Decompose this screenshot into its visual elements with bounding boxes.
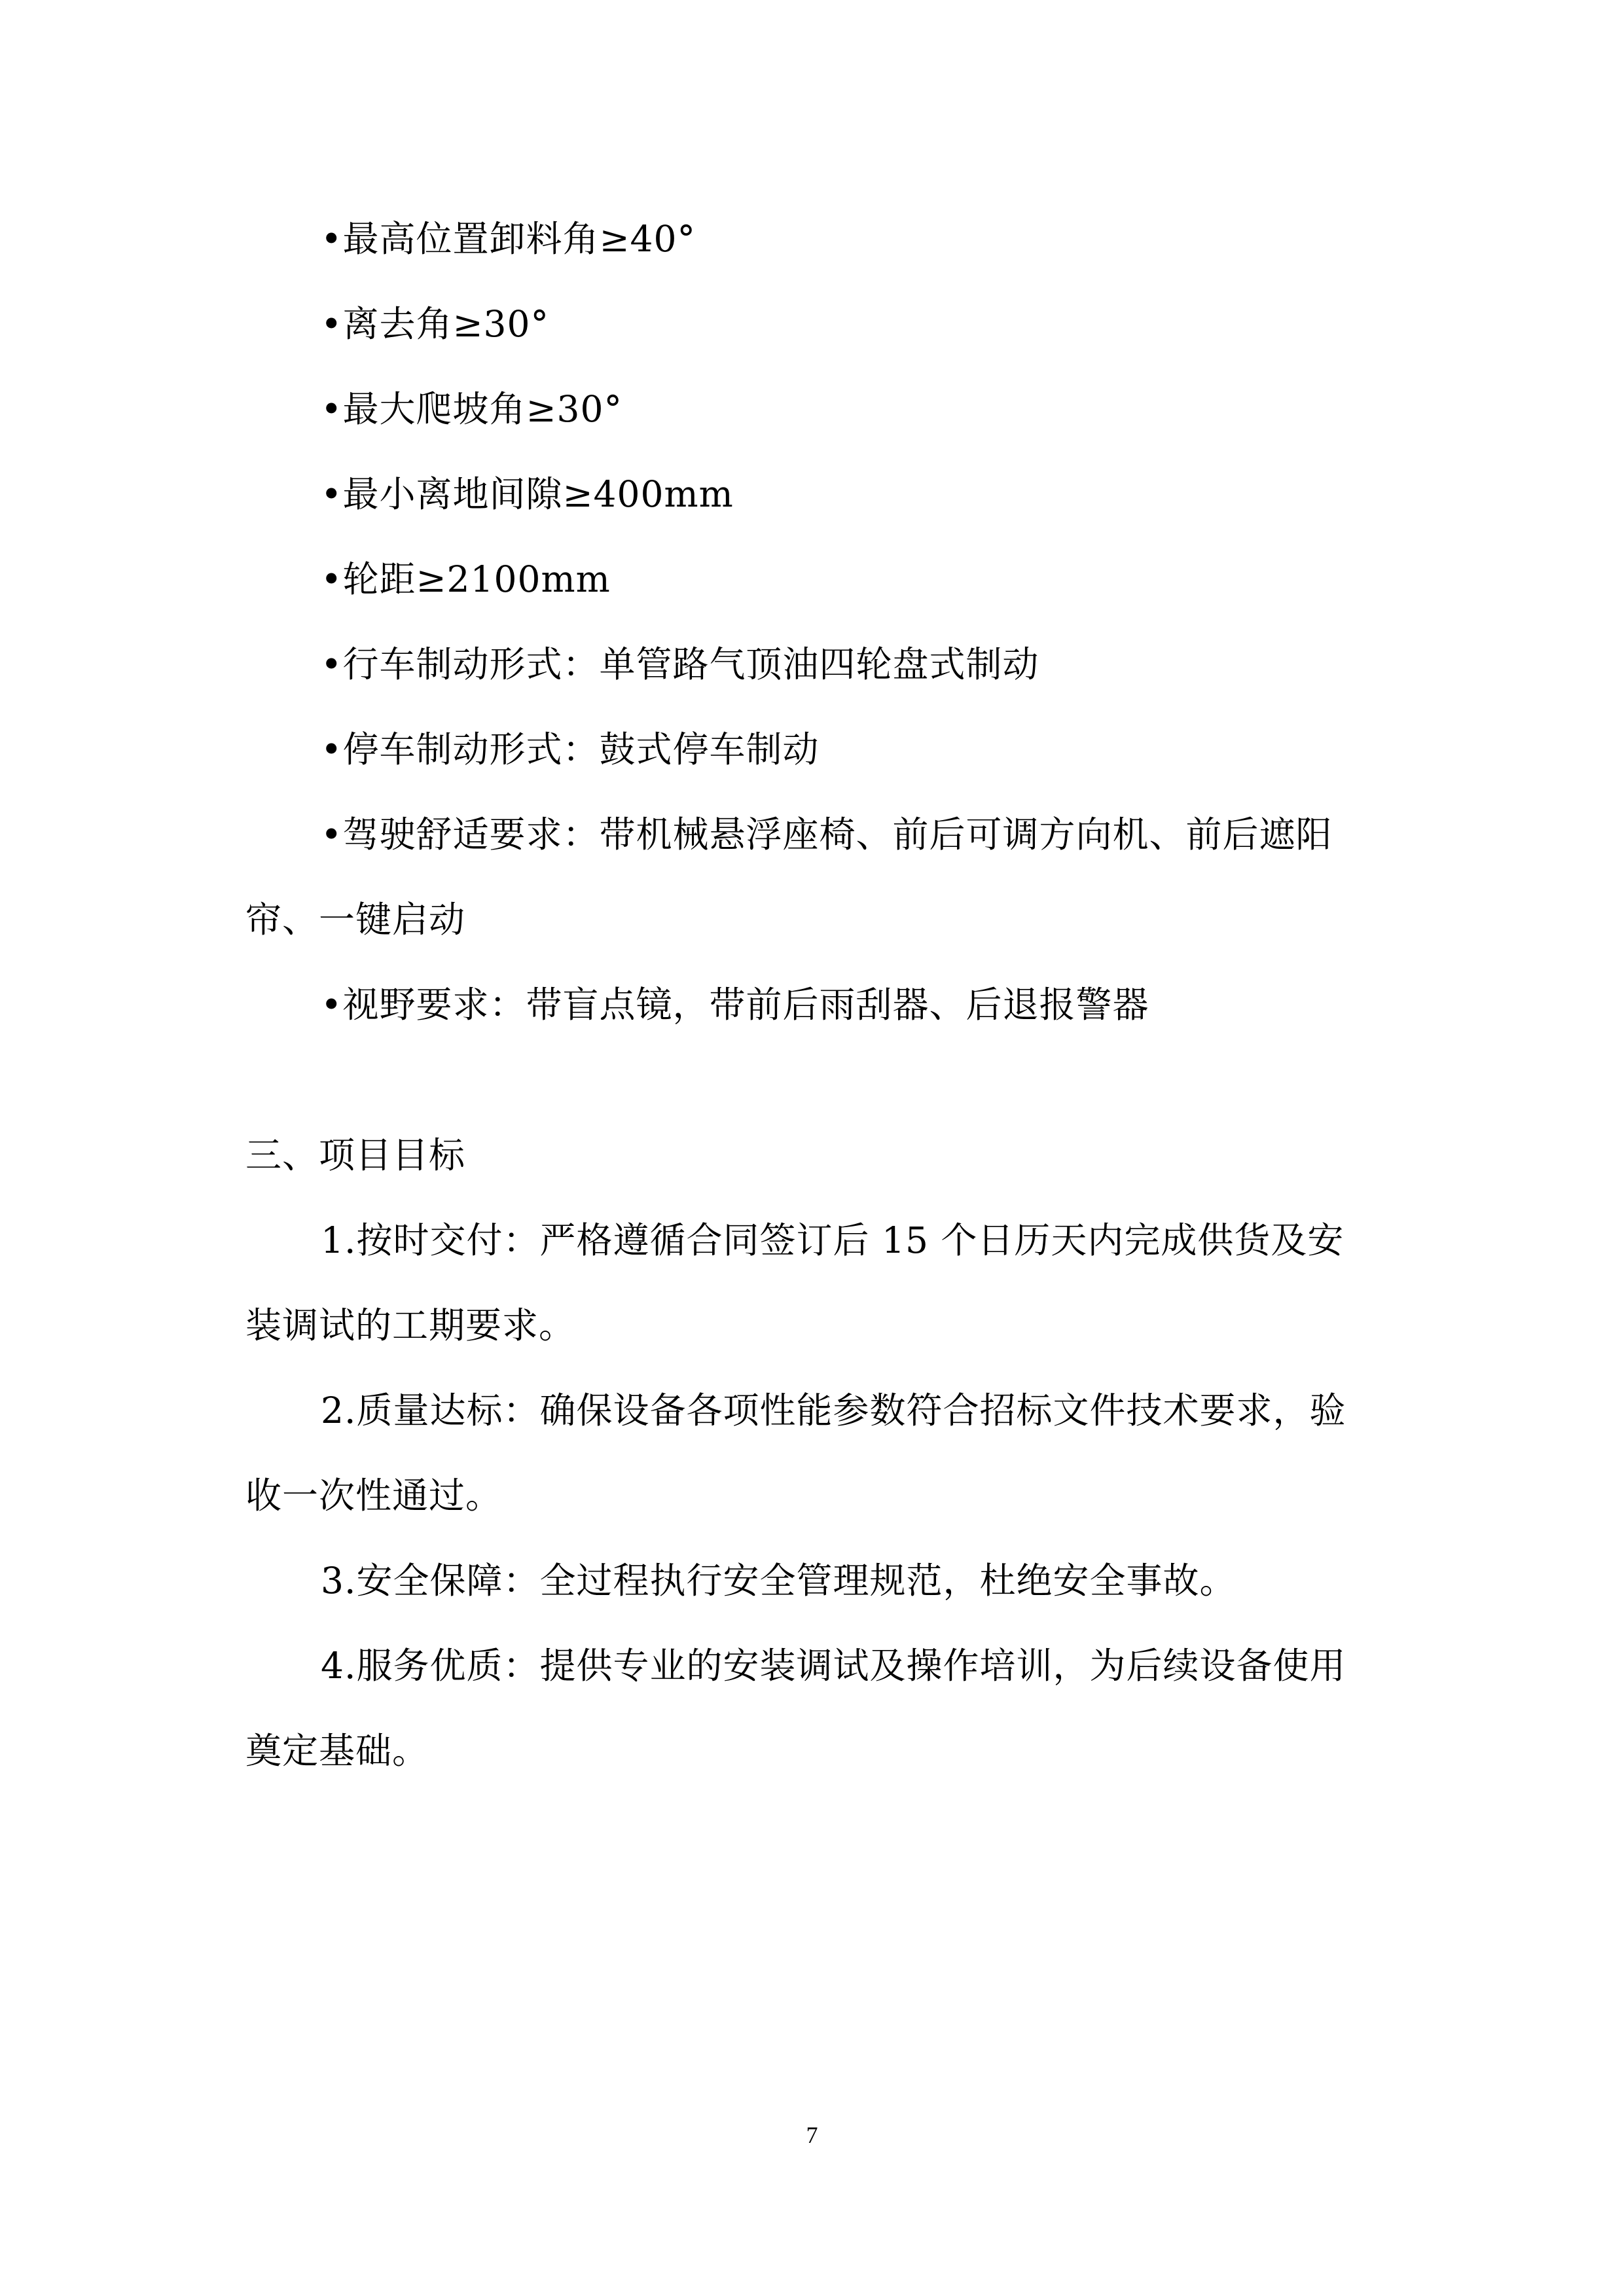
page-number: 7	[806, 2122, 818, 2148]
spec-comfort-line2: 帘、一键启动	[245, 899, 466, 941]
spec-comfort-line1: •驾驶舒适要求：带机械悬浮座椅、前后可调方向机、前后遮阳	[321, 814, 1333, 855]
goal-2-line2: 收一次性通过。	[245, 1475, 503, 1516]
goal-4-line2: 奠定基础。	[245, 1730, 429, 1772]
spec-parking-brake: •停车制动形式：鼓式停车制动	[321, 728, 820, 770]
goal-3: 3.安全保障：全过程执行安全管理规范，杜绝安全事故。	[321, 1560, 1236, 1602]
goal-1-line2: 装调试的工期要求。	[245, 1304, 576, 1346]
section-heading: 三、项目目标	[245, 1134, 466, 1176]
spec-ground-clearance: •最小离地间隙≥400mm	[321, 473, 734, 515]
goal-4-line1: 4.服务优质：提供专业的安装调试及操作培训，为后续设备使用	[321, 1645, 1346, 1687]
spec-service-brake: •行车制动形式：单管路气顶油四轮盘式制动	[321, 643, 1039, 685]
spec-departure-angle: •离去角≥30°	[321, 303, 550, 345]
spec-vision: •视野要求：带盲点镜，带前后雨刮器、后退报警器	[321, 984, 1149, 1026]
spec-climb-angle: •最大爬坡角≥30°	[321, 388, 623, 430]
spec-discharge-angle: •最高位置卸料角≥40°	[321, 218, 696, 260]
spec-track-width: •轮距≥2100mm	[321, 558, 611, 600]
goal-1-line1: 1.按时交付：严格遵循合同签订后 15 个日历天内完成供货及安	[321, 1219, 1344, 1261]
goal-2-line1: 2.质量达标：确保设备各项性能参数符合招标文件技术要求，验	[321, 1390, 1346, 1431]
